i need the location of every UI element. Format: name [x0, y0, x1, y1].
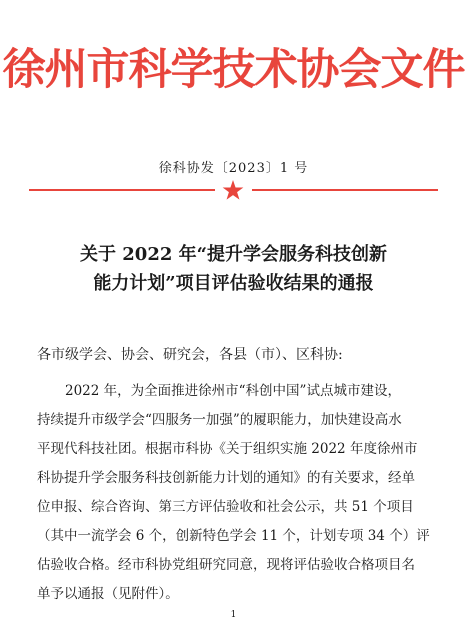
- red-divider: [29, 180, 438, 200]
- page-number: 1: [230, 610, 237, 620]
- paragraph-line: （其中一流学会 6 个，创新特色学会 11 个，计划专项 34 个）评: [37, 528, 430, 544]
- paragraph-line: 平现代科技社团。根据市科协《关于组织实施 2022 年度徐州市: [37, 441, 418, 457]
- paragraph-line: 单予以通报（见附件）。: [37, 586, 179, 602]
- paragraph-line: 持续提升市级学会“四服务一加强”的履职能力，加快建设高水: [37, 412, 402, 428]
- paragraph-line: 位申报、综合咨询、第三方评估验收和社会公示，共 51 个项目: [37, 499, 414, 515]
- title-line: 关于 2022 年“提升学会服务科技创新: [80, 244, 387, 265]
- red-header-title: 徐州市科学技术协会文件: [2, 45, 465, 95]
- paragraph-line: 估验收合格。经市科协党组研究同意，现将评估验收合格项目名: [37, 557, 415, 573]
- body-paragraph: [37, 377, 435, 609]
- paragraph-line: 2022 年，为全面推进徐州市“科创中国”试点城市建设，: [65, 383, 401, 399]
- divider-line-left: [29, 189, 215, 191]
- title-line: 能力计划”项目评估验收结果的通报: [93, 273, 374, 294]
- star-icon: [222, 180, 244, 200]
- salutation: 各市级学会、协会、研究会，各县（市）、区科协:: [37, 347, 343, 363]
- divider-line-right: [252, 189, 438, 191]
- document-number: 徐科协发〔2023〕1 号: [158, 161, 309, 176]
- document-title: [0, 240, 467, 298]
- paragraph-line: 科协提升学会服务科技创新能力计划的通知》的有关要求，经单: [37, 470, 415, 486]
